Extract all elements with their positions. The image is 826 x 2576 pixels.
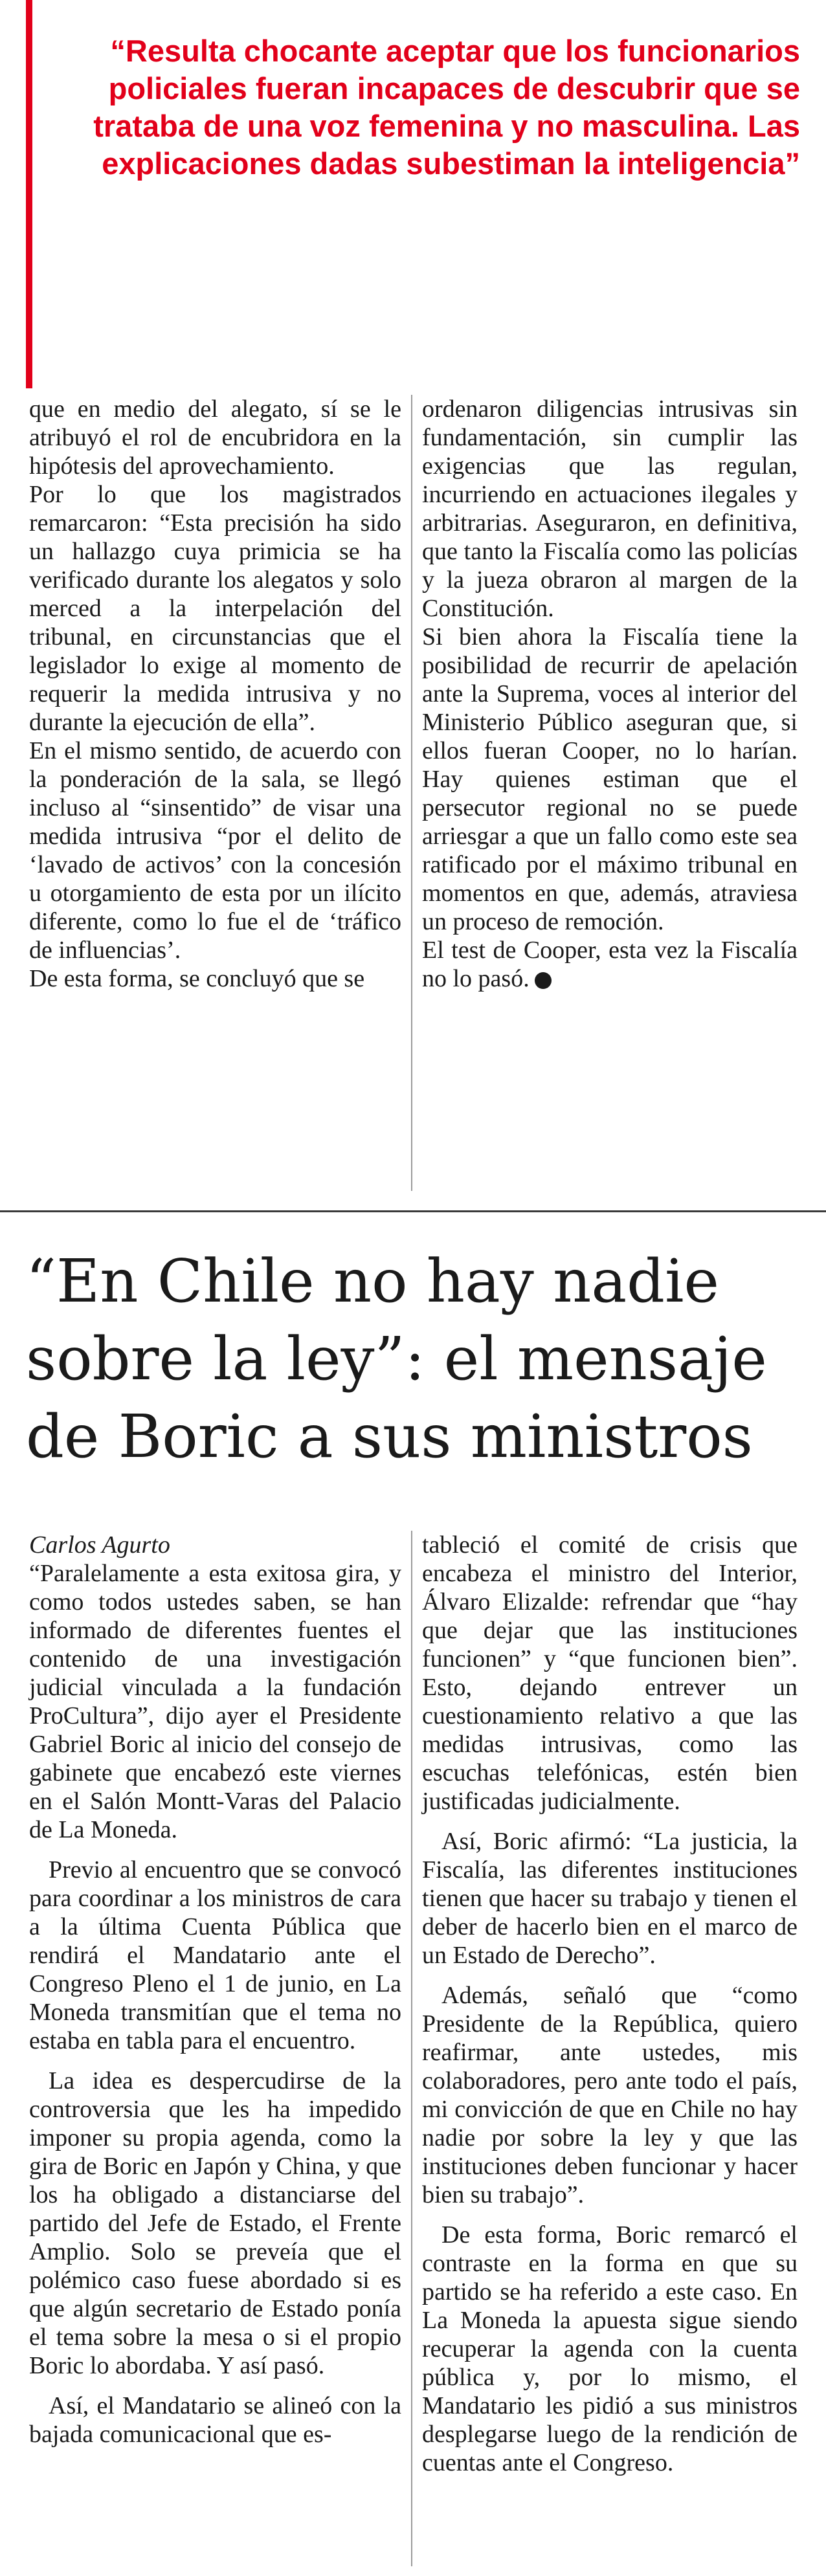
article2-paragraph: De esta forma, Boric remarcó el contraste en la forma en que su partido se ha referido a este caso. En La Moneda la apuesta sigue siendo recuperar la agenda con la cuenta pública y, por lo mismo, el Mandatario les pidió a sus ministros desplegarse luego de la rendición de cuentas ante el Congreso. [422, 2221, 798, 2476]
article1-column-2 [422, 395, 798, 993]
article2-column-1 [29, 1531, 401, 2448]
article1-paragraph: De esta forma, se concluyó que se [29, 965, 365, 992]
article2-paragraph: “Paralelamente a esta exitosa gira, y como todos ustedes saben, se han informado de diferentes fuentes el contenido de una investigación judicial vinculada a la fundación ProCultura”, dijo ayer el Presidente Gabriel Boric al inicio del consejo de gabinete que encabezó este viernes en el Salón Montt-Varas del Palacio de La Moneda. [29, 1560, 401, 1843]
pull-quote-text: “Resulta chocante aceptar que los funcionarios policiales fueran incapaces de descubrir que se trataba de una voz femenina y no masculina. Las explicaciones dadas subestiman la inteligencia” [93, 34, 800, 181]
article2-paragraph: Así, el Mandatario se alineó con la bajada comunicacional que es- [29, 2392, 401, 2448]
article2-paragraph: Además, señaló que “como Presidente de la República, quiero reafirmar, ante ustedes, mis colaboradores, pero ante todo el país, mi convicción de que en Chile no hay nadie por sobre la ley y que las instituciones deben funcionar y hacer bien su trabajo”. [422, 1982, 798, 2208]
article2-paragraph: La idea es despercudirse de la controversia que les ha impedido imponer su propia agenda, como la gira de Boric en Japón y China, y que los ha obligado a distanciarse del partido del Jefe de Estado, el Frente Amplio. Solo se preveía que el polémico caso fuese abordado si es que algún secretario de Estado ponía el tema sobre la mesa o si el propio Boric lo abordaba. Y así pasó. [29, 2067, 401, 2379]
article2-headline: “En Chile no hay nadie sobre la ley”: el mensaje de Boric a sus ministros [26, 1247, 767, 1471]
column-divider [411, 1531, 412, 2566]
article1-paragraph: que en medio del alegato, sí se le atribuyó el rol de encubridora en la hipótesis del aprovechamiento. [29, 395, 401, 480]
article1-paragraph: Por lo que los magistrados remarcaron: “Esta precisión ha sido un hallazgo cuya primicia se ha verificado durante los alegatos y solo merced a la interpelación del tribunal, en circunstancias que el legislador lo exige al momento de requerir la medida intrusiva y no durante la ejecución de ella”. [29, 481, 401, 736]
article2-column-2 [422, 1531, 798, 2477]
pull-quote [26, 0, 826, 388]
article1-closing [422, 936, 798, 993]
article1-paragraph: En el mismo sentido, de acuerdo con la ponderación de la sala, se llegó incluso al “sinsentido” de visar una medida intrusiva “por el delito de ‘lavado de activos’ con la concesión u otorgamiento de esta por un ilícito diferente, como lo fue el de ‘tráfico de influencias’. [29, 737, 401, 964]
article1-last-paragraph: El test de Cooper, esta vez la Fiscalía no lo pasó. [422, 937, 798, 992]
end-mark-icon [535, 972, 552, 989]
article2-paragraph: Así, Boric afirmó: “La justicia, la Fiscalía, las diferentes instituciones tienen que hacer su trabajo y tienen el deber de hacerlo bien en el marco de un Estado de Derecho”. [422, 1828, 798, 1969]
article2-paragraph: Previo al encuentro que se convocó para coordinar a los ministros de cara a la última Cuenta Pública que rendirá el Mandatario ante el Congreso Pleno el 1 de junio, en La Moneda transmitían que el tema no estaba en tabla para el encuentro. [29, 1856, 401, 2054]
article1-paragraph: Si bien ahora la Fiscalía tiene la posibilidad de recurrir de apelación ante la Suprema, voces al interior del Ministerio Público aseguran que, si ellos fueran Cooper, no lo harían. Hay quienes estiman que el persecutor regional no se puede arriesgar a que un fallo como este sea ratificado por el máximo tribunal en momentos en que, además, atraviesa un proceso de remoción. [422, 623, 798, 935]
section-divider [0, 1210, 826, 1212]
article1-paragraph-continued: ordenaron diligencias intrusivas sin fundamentación, sin cumplir las exigencias que las regulan, incurriendo en actuaciones ilegales y arbitrarias. Aseguraron, en definitiva, que tanto la Fiscalía como las policías y la jueza obraron al margen de la Constitución. [422, 395, 798, 622]
article1-column-1 [29, 395, 401, 993]
column-divider [411, 395, 412, 1191]
article2-paragraph-continued: tableció el comité de crisis que encabeza el ministro del Interior, Álvaro Elizalde: refrendar que “hay que dejar que las instituciones funcionen” y “que funcionen bien”. Esto, dejando entrever un cuestionamiento relativo a que las medidas intrusivas, como las escuchas telefónicas, estén bien justificadas judicialmente. [422, 1531, 798, 1815]
author-byline: Carlos Agurto [29, 1531, 170, 1559]
